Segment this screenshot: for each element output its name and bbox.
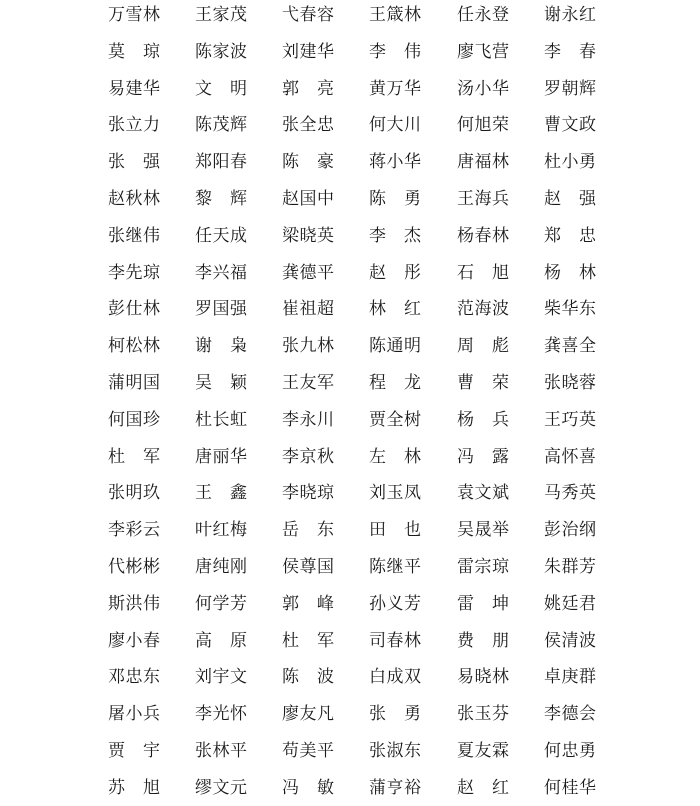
- person-name: 柴华东: [544, 299, 596, 320]
- person-name: 夏友霖: [457, 741, 509, 761]
- person-name: 杜军: [108, 446, 160, 467]
- person-name: 张全忠: [282, 115, 334, 136]
- person-name: 司春林: [369, 630, 421, 651]
- person-name: 杨兵: [457, 409, 509, 430]
- person-name: 费朋: [457, 630, 509, 651]
- name-row: [0, 365, 700, 401]
- person-name: 曹荣: [457, 373, 509, 393]
- person-name: 刘宇文: [195, 667, 247, 688]
- person-name: 马秀英: [544, 483, 596, 504]
- person-name: 范海波: [457, 299, 509, 320]
- name-row: [0, 402, 700, 438]
- name-row: [0, 733, 700, 769]
- person-name: 陈勇: [369, 189, 421, 209]
- person-name: 张继伟: [108, 225, 160, 246]
- name-row: [0, 0, 700, 33]
- person-name: 陈通明: [369, 336, 421, 357]
- person-name: 莫琼: [108, 41, 160, 62]
- name-row: [0, 107, 700, 143]
- person-name: 任永登: [457, 5, 509, 25]
- name-row: [0, 181, 700, 217]
- person-name: 雷坤: [457, 593, 509, 614]
- person-name: 雷宗琼: [457, 557, 509, 577]
- person-name: 苟美平: [282, 741, 334, 761]
- person-name: 贾全树: [369, 409, 421, 430]
- person-name: 高怀喜: [544, 446, 596, 467]
- name-row: [0, 255, 700, 291]
- person-name: 杜长虹: [195, 409, 247, 430]
- person-name: 孙义芳: [369, 593, 421, 614]
- name-row: [0, 144, 700, 180]
- person-name: 何旭荣: [457, 115, 509, 136]
- person-name: 何学芳: [195, 593, 247, 614]
- person-name: 廖友凡: [282, 704, 334, 725]
- person-name: 叶红梅: [195, 520, 247, 541]
- person-name: 冯敏: [282, 777, 334, 798]
- person-name: 石旭: [457, 262, 509, 283]
- name-row: [0, 328, 700, 364]
- person-name: 赵国中: [282, 189, 334, 209]
- name-row: [0, 586, 700, 622]
- person-name: 王海兵: [457, 189, 509, 209]
- person-name: 何大川: [369, 115, 421, 136]
- person-name: 柯松林: [108, 336, 160, 357]
- person-name: 彭仕林: [108, 299, 160, 320]
- person-name: 林红: [369, 299, 421, 320]
- person-name: 谢永红: [544, 5, 596, 25]
- name-row: [0, 659, 700, 695]
- person-name: 陈豪: [282, 152, 334, 173]
- person-name: 左林: [369, 446, 421, 467]
- person-name: 侯尊国: [282, 557, 334, 577]
- person-name: 王友军: [282, 373, 334, 393]
- person-name: 罗国强: [195, 299, 247, 320]
- person-name: 张勇: [369, 704, 421, 725]
- person-name: 张明玖: [108, 483, 160, 504]
- person-name: 陈继平: [369, 557, 421, 577]
- person-name: 吴晟举: [457, 520, 509, 541]
- person-name: 万雪林: [108, 5, 160, 25]
- person-name: 陈茂辉: [195, 115, 247, 136]
- person-name: 赵红: [457, 777, 509, 798]
- person-name: 陈家波: [195, 41, 247, 62]
- name-row: [0, 770, 700, 806]
- person-name: 唐丽华: [195, 446, 247, 467]
- person-name: 郑忠: [544, 225, 596, 246]
- person-name: 弋春容: [282, 5, 334, 25]
- person-name: 程龙: [369, 373, 421, 393]
- person-name: 李兴福: [195, 262, 247, 283]
- person-name: 岳东: [282, 520, 334, 541]
- person-name: 龚德平: [282, 262, 334, 283]
- name-row: [0, 623, 700, 659]
- person-name: 赵秋林: [108, 189, 160, 209]
- person-name: 田也: [369, 520, 421, 541]
- person-name: 王箴林: [369, 5, 421, 25]
- person-name: 张九林: [282, 336, 334, 357]
- person-name: 贾宇: [108, 741, 160, 761]
- person-name: 崔祖超: [282, 299, 334, 320]
- person-name: 廖飞营: [457, 41, 509, 62]
- person-name: 赵强: [544, 189, 596, 209]
- person-name: 文明: [195, 78, 247, 99]
- person-name: 罗朝辉: [544, 78, 596, 99]
- person-name: 白成双: [369, 667, 421, 688]
- name-row: [0, 696, 700, 732]
- person-name: 杜军: [282, 630, 334, 651]
- person-name: 王家茂: [195, 5, 247, 25]
- person-name: 任天成: [195, 225, 247, 246]
- person-name: 汤小华: [457, 78, 509, 99]
- person-name: 李杰: [369, 225, 421, 246]
- person-name: 张林平: [195, 741, 247, 761]
- person-name: 李伟: [369, 41, 421, 62]
- person-name: 高原: [195, 630, 247, 651]
- person-name: 李京秋: [282, 446, 334, 467]
- person-name: 姚廷君: [544, 593, 596, 614]
- person-name: 李彩云: [108, 520, 160, 541]
- person-name: 张玉芬: [457, 704, 509, 725]
- person-name: 何忠勇: [544, 741, 596, 761]
- person-name: 李春: [544, 41, 596, 62]
- person-name: 蒋小华: [369, 152, 421, 173]
- person-name: 王巧英: [544, 409, 596, 430]
- person-name: 李先琼: [108, 262, 160, 283]
- person-name: 黄万华: [369, 78, 421, 99]
- person-name: 彭治纲: [544, 520, 596, 541]
- person-name: 邓忠东: [108, 667, 160, 688]
- person-name: 何桂华: [544, 777, 596, 798]
- person-name: 侯清波: [544, 630, 596, 651]
- person-name: 黎辉: [195, 189, 247, 209]
- person-name: 曹文政: [544, 115, 596, 136]
- person-name: 谢枭: [195, 336, 247, 357]
- person-name: 李光怀: [195, 704, 247, 725]
- person-name: 朱群芳: [544, 557, 596, 577]
- person-name: 斯洪伟: [108, 593, 160, 614]
- person-name: 郭亮: [282, 78, 334, 99]
- person-name: 杜小勇: [544, 152, 596, 173]
- person-name: 蒲亨裕: [369, 777, 421, 798]
- person-name: 刘玉凤: [369, 483, 421, 504]
- person-name: 何国珍: [108, 409, 160, 430]
- person-name: 代彬彬: [108, 557, 160, 577]
- person-name: 屠小兵: [108, 704, 160, 725]
- name-row: [0, 34, 700, 70]
- person-name: 唐纯刚: [195, 557, 247, 577]
- person-name: 易晓林: [457, 667, 509, 688]
- name-row: [0, 475, 700, 511]
- person-name: 唐福林: [457, 152, 509, 173]
- person-name: 缪文元: [195, 777, 247, 798]
- name-row: [0, 71, 700, 107]
- person-name: 郑阳春: [195, 152, 247, 173]
- person-name: 蒲明国: [108, 373, 160, 393]
- person-name: 杨春林: [457, 225, 509, 246]
- person-name: 易建华: [108, 78, 160, 99]
- person-name: 郭峰: [282, 593, 334, 614]
- person-name: 李永川: [282, 409, 334, 430]
- person-name: 李晓琼: [282, 483, 334, 504]
- person-name: 张晓蓉: [544, 373, 596, 393]
- person-name: 张淑东: [369, 741, 421, 761]
- person-name: 吴颖: [195, 373, 247, 393]
- person-name: 龚喜全: [544, 336, 596, 357]
- name-row: [0, 218, 700, 254]
- person-name: 张立力: [108, 115, 160, 136]
- person-name: 廖小春: [108, 630, 160, 651]
- name-row: [0, 439, 700, 475]
- person-name: 袁文斌: [457, 483, 509, 504]
- person-name: 李德会: [544, 704, 596, 725]
- person-name: 陈波: [282, 667, 334, 688]
- person-name: 赵彤: [369, 262, 421, 283]
- person-name: 杨林: [544, 262, 596, 283]
- person-name: 苏旭: [108, 777, 160, 798]
- person-name: 刘建华: [282, 41, 334, 62]
- name-row: [0, 549, 700, 585]
- person-name: 冯露: [457, 446, 509, 467]
- person-name: 周彪: [457, 336, 509, 357]
- person-name: 王鑫: [195, 483, 247, 504]
- name-row: [0, 512, 700, 548]
- person-name: 卓庚群: [544, 667, 596, 688]
- name-row: [0, 291, 700, 327]
- person-name: 梁晓英: [282, 225, 334, 246]
- person-name: 张强: [108, 152, 160, 173]
